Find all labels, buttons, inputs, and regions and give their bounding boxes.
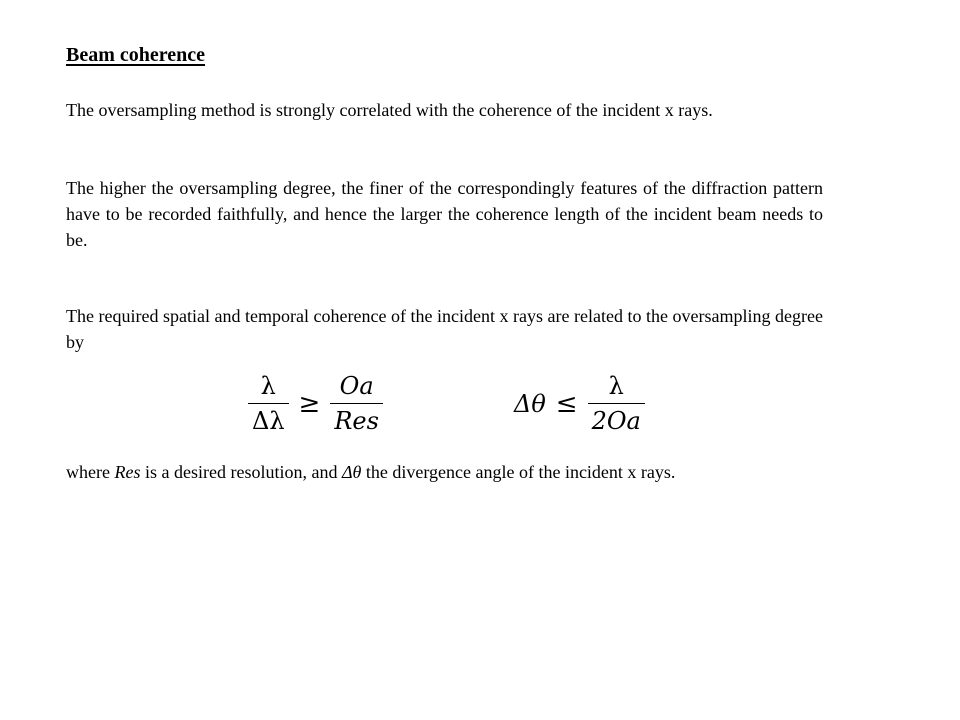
fraction-denominator: Δλ [252,407,285,435]
paragraph-definitions [66,459,823,485]
fraction-numerator: λ [260,372,276,400]
fraction-lambda-over-2oa [588,371,645,436]
paragraph-coherence-correlation: The oversampling method is strongly correlated with the coherence of the incident x rays. [66,100,713,120]
divergence-angle-term: Δθ [514,389,546,418]
slide-title: Beam coherence [66,44,206,66]
definition-text: is a desired resolution, and [140,462,342,482]
fraction-numerator: λ [608,372,624,400]
fraction-denominator: 2Oa [591,407,641,435]
definition-text: the divergence angle of the incident x rays. [361,462,676,482]
fraction-numerator: Oa [339,372,374,400]
relation-symbol: ≥ [298,388,321,419]
paragraph-required-coherence: The required spatial and temporal coherence of the incident x rays are related to the oversampling degree by [66,306,823,352]
fraction-denominator: Res [334,407,379,435]
res-term: Res [114,462,141,482]
equation-temporal-coherence [248,371,383,436]
relation-symbol: ≤ [555,388,578,419]
fraction-lambda-over-delta-lambda [248,371,289,436]
definition-text: where [66,462,115,482]
fraction-oa-over-res [330,371,383,436]
paragraph-oversampling-degree: The higher the oversampling degree, the finer of the correspondingly features of the diffraction pattern have to be recorded faithfully, and hence the larger the coherence length of the incident beam needs to be. [66,178,823,250]
equation-spatial-coherence [514,371,645,436]
delta-theta-term: Δθ [341,462,362,482]
